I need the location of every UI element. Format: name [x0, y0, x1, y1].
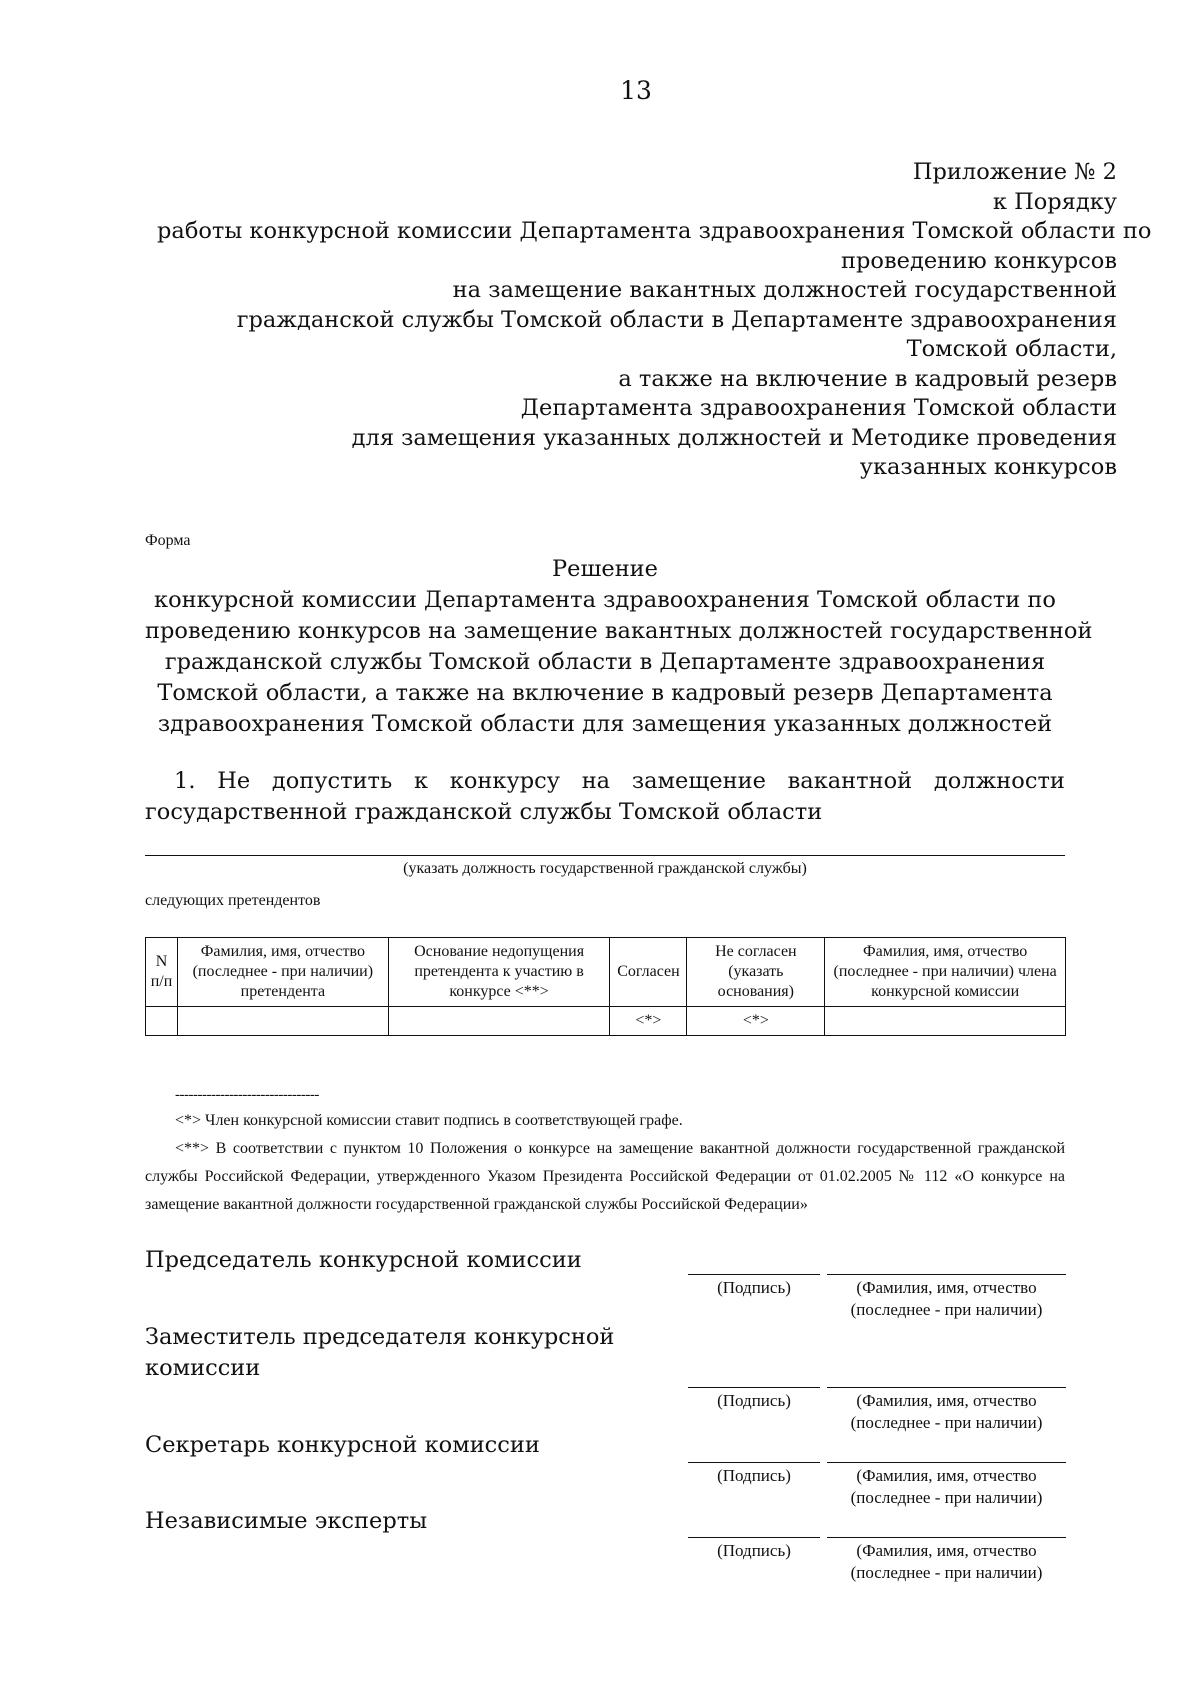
name-caption-line: (последнее - при наличии) — [850, 1563, 1043, 1582]
name-line — [827, 1537, 1066, 1538]
footnote-2: <**> В соответствии с пунктом 10 Положения о конкурсе на замещение вакантной должности государственной гражданской службы Российской Федерации, утвержденного Указом Президента Российской Федерации от 01.02.2005 № 112 «О конкурсе на замещение вакантной должности государственной гражданской службы Российской Федерации» — [145, 1140, 1065, 1213]
title-line: здравоохранения Томской области для замещения указанных должностей — [157, 711, 1053, 737]
paragraph-word: вакантной — [787, 768, 913, 794]
title-line: Томской области, а также на включение в кадровый резерв Департамента — [157, 680, 1053, 706]
table-cell — [388, 1007, 610, 1036]
name-caption — [827, 1540, 1066, 1584]
name-caption — [827, 1390, 1066, 1434]
role-deputy-chairman — [145, 1322, 614, 1384]
name-line — [827, 1274, 1066, 1275]
signature-line — [688, 1462, 820, 1463]
appendix-line: указанных конкурсов — [859, 454, 1117, 480]
signature-caption: (Подпись) — [717, 1391, 791, 1410]
table-cell: <*> — [610, 1007, 687, 1036]
header-cell: Фамилия, имя, отчество (последнее - при наличии) претендента — [177, 938, 388, 1007]
position-fill-line — [145, 855, 1065, 856]
signature-line — [688, 1274, 820, 1275]
page-number: 13 — [620, 76, 652, 105]
name-caption-line: (Фамилия, имя, отчество — [856, 1391, 1037, 1410]
header-cell: Согласен — [610, 938, 687, 1007]
name-caption-line: (последнее - при наличии) — [850, 1300, 1043, 1319]
name-caption-line: (Фамилия, имя, отчество — [856, 1466, 1037, 1485]
position-hint: (указать должность государственной гражданской службы) — [403, 860, 807, 877]
table-cell — [825, 1007, 1066, 1036]
header-cell: N п/п — [146, 938, 178, 1007]
title-line: гражданской службы Томской области в Департаменте здравоохранения — [164, 649, 1046, 675]
following-candidates-label: следующих претендентов — [145, 892, 321, 909]
name-line — [827, 1387, 1066, 1388]
name-caption — [827, 1465, 1066, 1509]
paragraph-line-2: государственной гражданской службы Томской области — [145, 799, 823, 825]
appendix-line: а также на включение в кадровый резерв — [618, 365, 1117, 392]
paragraph-word: на — [581, 768, 611, 794]
header-cell: Не согласен (указать основания) — [687, 938, 825, 1007]
form-label: Форма — [145, 532, 191, 549]
role-line: Заместитель председателя конкурсной — [145, 1324, 615, 1350]
appendix-line: для замещения указанных должностей и Методике проведения — [351, 424, 1117, 451]
appendix-header — [157, 158, 1152, 483]
paragraph-word: замещение — [631, 768, 766, 794]
appendix-line: Приложение № 2 — [912, 159, 1117, 185]
table-cell: <*> — [687, 1007, 825, 1036]
paragraph-word: допустить — [271, 768, 393, 794]
footnote-divider: -------------------------------- — [175, 1087, 319, 1103]
header-cell: Фамилия, имя, отчество (последнее - при наличии) члена конкурсной комиссии — [825, 938, 1066, 1007]
title-line: проведению конкурсов на замещение вакантных должностей государственной — [145, 618, 1093, 644]
paragraph-word: 1. — [174, 768, 196, 794]
decision-paragraph — [145, 766, 1065, 828]
appendix-line: гражданской службы Томской области в Департаменте здравоохранения — [236, 306, 1117, 333]
paragraph-word: должности — [933, 768, 1065, 794]
table-header-row — [146, 938, 1066, 1007]
name-caption-line: (последнее - при наличии) — [850, 1488, 1043, 1507]
name-caption — [827, 1277, 1066, 1321]
signature-caption: (Подпись) — [717, 1541, 791, 1560]
name-caption-line: (последнее - при наличии) — [850, 1413, 1043, 1432]
appendix-line: Томской области, — [906, 336, 1117, 362]
table-cell — [146, 1007, 178, 1036]
appendix-line: к Порядку — [992, 188, 1117, 215]
name-line — [827, 1462, 1066, 1463]
table-row — [146, 1007, 1066, 1036]
header-cell: Основание недопущения претендента к участию в конкурсе <**> — [388, 938, 610, 1007]
appendix-line: на замещение вакантных должностей государственной — [452, 277, 1117, 303]
role-line: комиссии — [145, 1355, 261, 1381]
role-secretary: Секретарь конкурсной комиссии — [145, 1432, 540, 1458]
name-caption-line: (Фамилия, имя, отчество — [856, 1541, 1037, 1560]
appendix-line: Департамента здравоохранения Томской области — [520, 395, 1117, 421]
signature-line — [688, 1537, 820, 1538]
paragraph-word: Не — [217, 768, 251, 794]
footnote-1: <*> Член конкурсной комиссии ставит подпись в соответствующей графе. — [175, 1112, 683, 1129]
name-caption-line: (Фамилия, имя, отчество — [856, 1278, 1037, 1297]
paragraph-word: конкурсу — [449, 768, 560, 794]
decision-heading: Решение — [552, 556, 658, 582]
title-line: конкурсной комиссии Департамента здравоохранения Томской области по — [154, 587, 1056, 613]
decision-table — [145, 937, 1066, 1036]
appendix-line: работы конкурсной комиссии Департамента здравоохранения Томской области по — [157, 218, 1152, 244]
table-cell — [177, 1007, 388, 1036]
appendix-line: проведению конкурсов — [841, 247, 1117, 274]
paragraph-word: к — [414, 768, 429, 794]
signature-caption: (Подпись) — [717, 1466, 791, 1485]
signature-caption: (Подпись) — [717, 1278, 791, 1297]
role-independent-experts: Независимые эксперты — [145, 1508, 428, 1534]
signature-line — [688, 1387, 820, 1388]
role-chairman: Председатель конкурсной комиссии — [145, 1247, 582, 1273]
decision-title — [145, 554, 1093, 740]
paragraph-line-1 — [145, 766, 1065, 797]
